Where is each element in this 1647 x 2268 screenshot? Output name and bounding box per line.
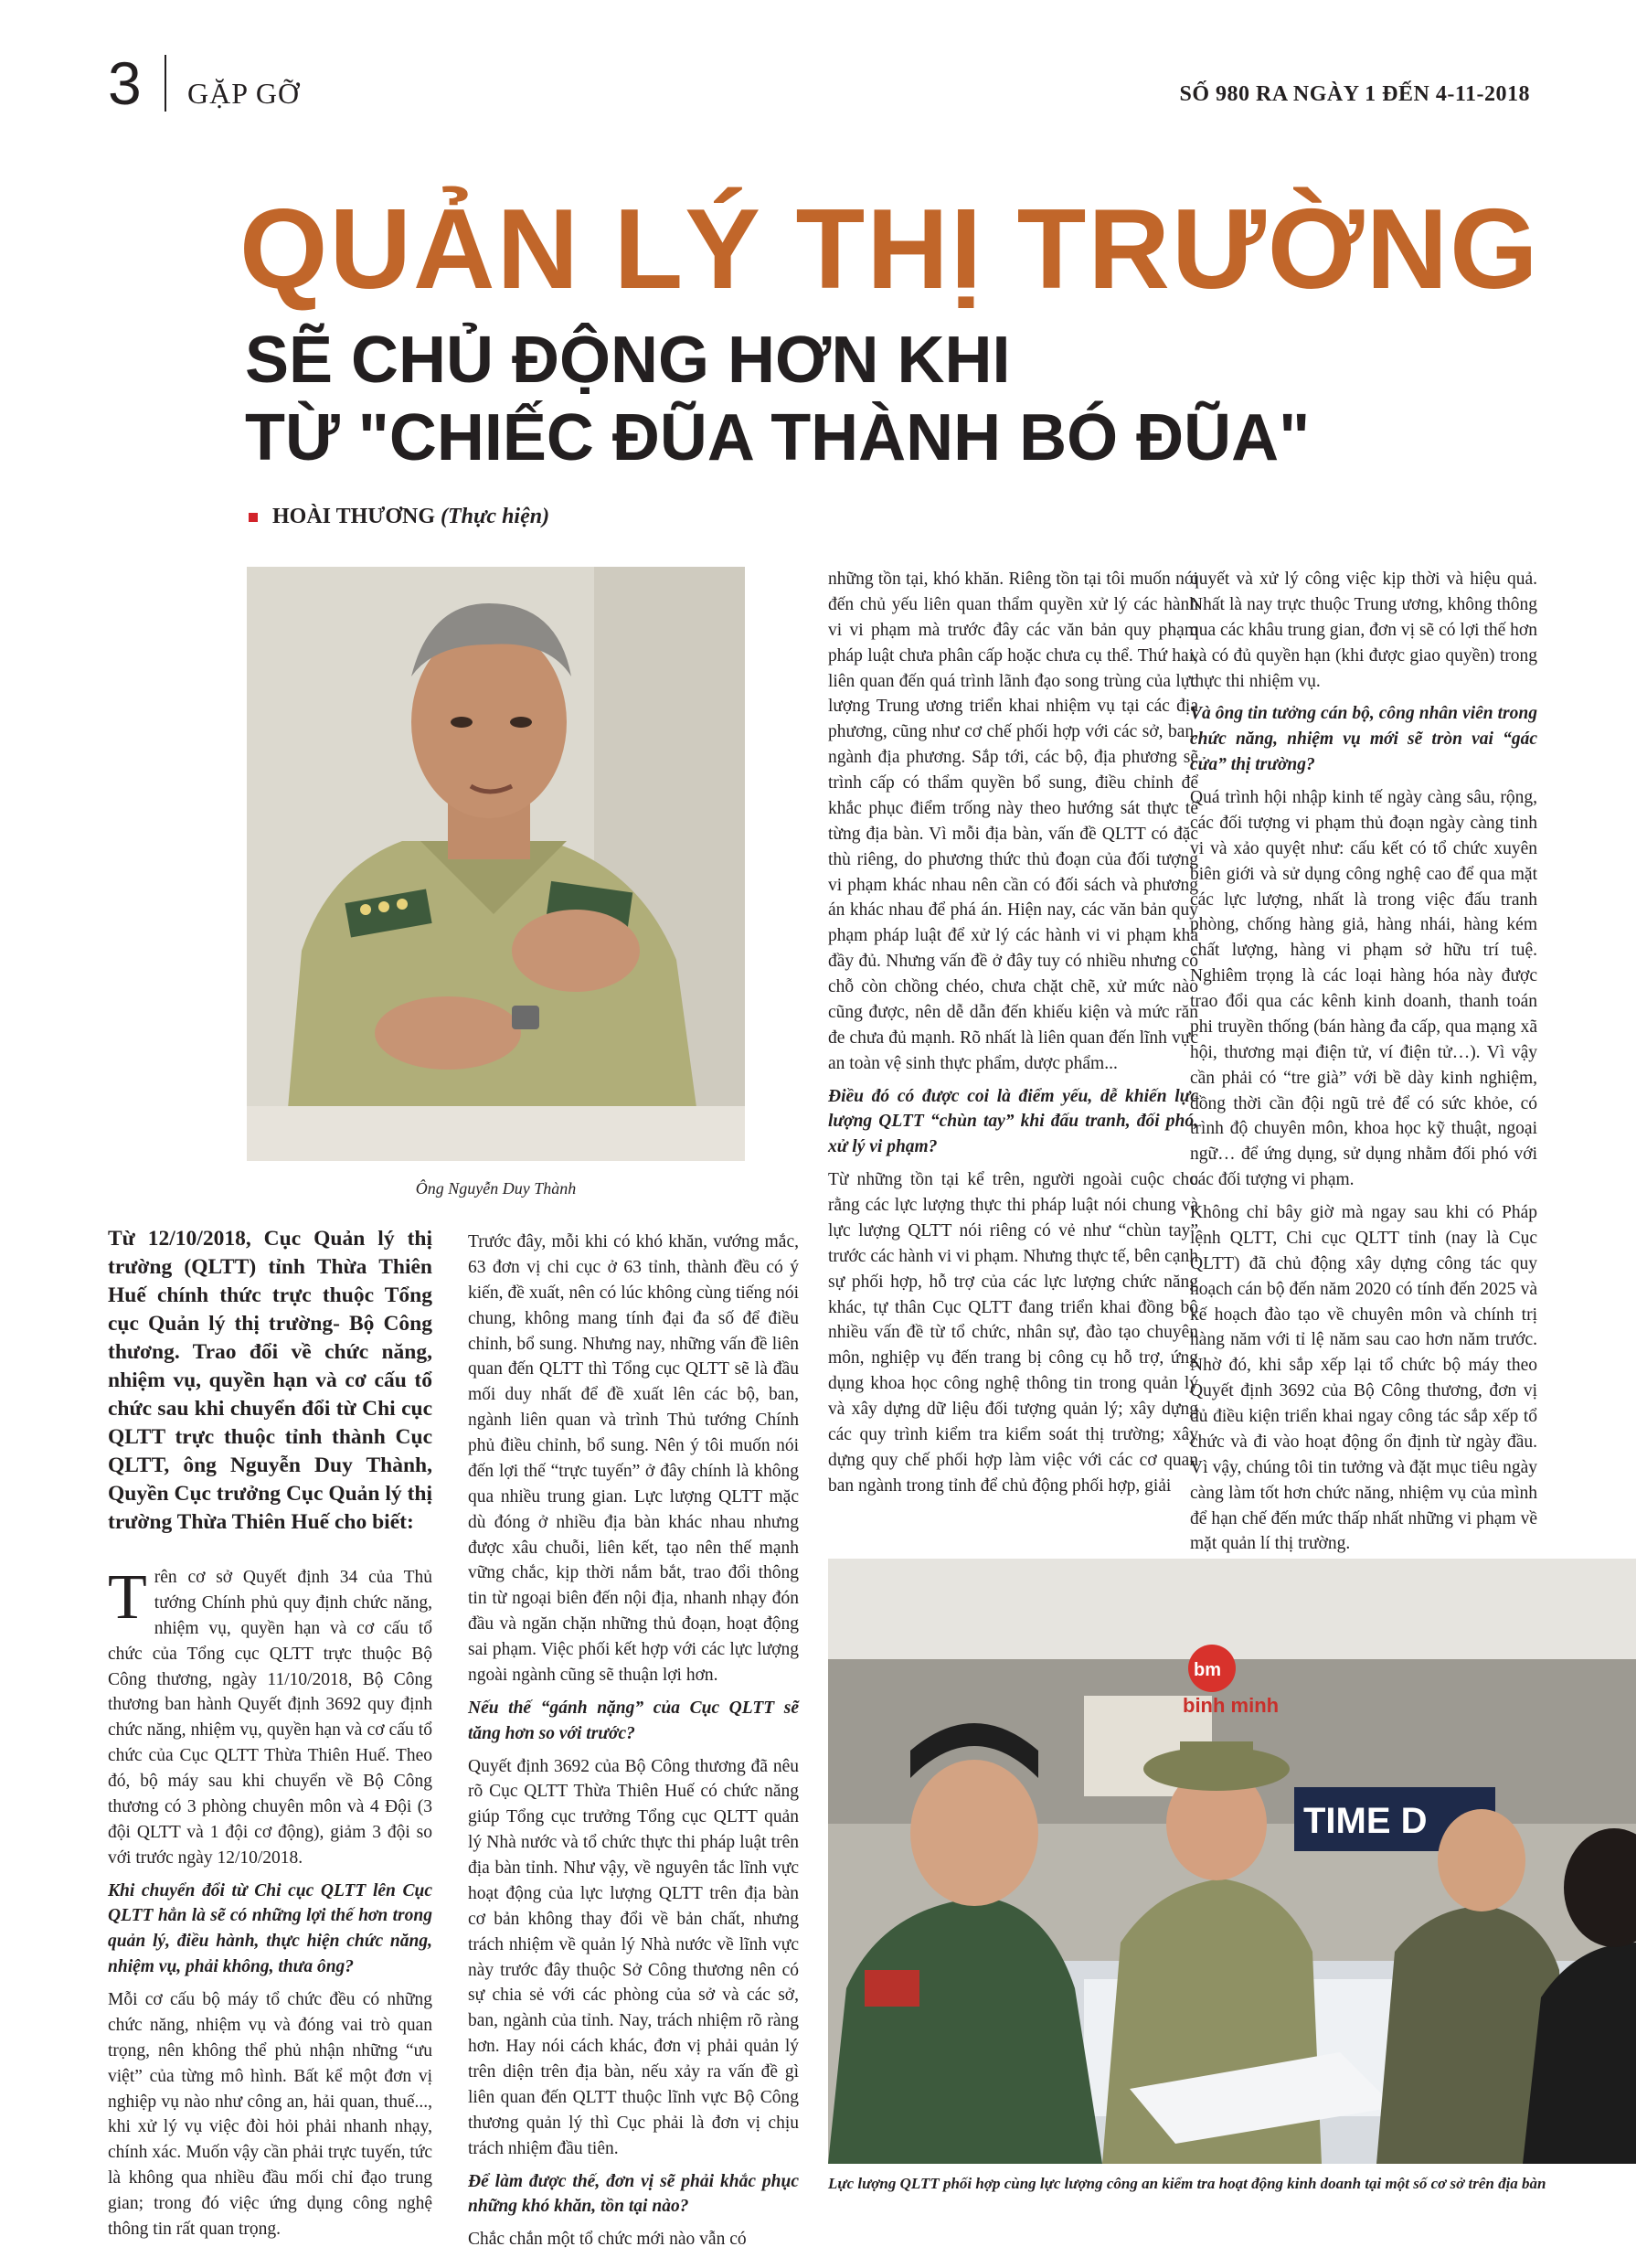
article-column-1 [108,1562,432,2250]
article-column-3 [828,567,1198,1507]
portrait-caption: Ông Nguyễn Duy Thành [415,1179,577,1198]
article-paragraph: quyết và xử lý công việc kịp thời và hiệu quả. Nhất là nay trực thuộc Trung ương, không thông qua các khâu trung gian, đơn vị sẽ có lợi thế hơn và có đủ quyền hạn (khi được giao quyền) trong thực thi nhiệm vụ. [1190,570,1537,691]
byline [249,505,549,529]
section-name: GẶP GỠ [187,77,301,110]
article-paragraph: Mỗi cơ cấu bộ máy tổ chức đều có những chức năng, nhiệm vụ và đóng vai trò quan trọng, nên không thể phủ nhận những “ưu việt” của từng mô hình. Bất kể một đơn vị nghiệp vụ nào như công an, hải quan, thuế..., khi xử lý vụ việc đòi hỏi phải nhanh nhạy, chính xác. Muốn vậy cần phải trực tuyến, tức là không qua nhiều đầu mối chỉ đạo trung gian; trong đó việc ứng dụng công nghệ thông tin rất quan trọng. [108,1990,432,2239]
article-paragraph: Trước đây, mỗi khi có khó khăn, vướng mắc, 63 đơn vị chi cục ở 63 tỉnh, thành đều có ý kiến, đề xuất, nên có lúc không cùng tiếng nói chung, không mang tính đại đa số để điều chỉnh, bổ sung. Nhưng nay, những vấn đề liên quan đến QLTT thì Tổng cục QLTT sẽ là đầu mối duy nhất để đề xuất lên các bộ, ban, ngành liên quan và trình Thủ tướng Chính phủ điều chỉnh, bổ sung. Nên ý tôi muốn nói đến lợi thế “trực tuyến” ở đây chính là không qua nhiều trung gian. Lực lượng QLTT mặc dù đóng ở nhiều địa bàn khác nhau nhưng được xâu chuỗi, liên kết, tạo nên thế mạnh vững chắc, kịp thời nắm bắt, trao đổi thông tin từ ngoại biên đến nội địa, nhanh nhạy đón đầu và ngăn chặn những thủ đoạn, hoạt động sai phạm. Việc phối kết hợp với các lực lượng ngoài ngành cũng sẽ thuận lợi hơn. [468,1232,799,1685]
page-number: 3 [108,49,142,117]
drop-cap: T [108,1562,147,1633]
article-column-2 [468,1230,799,2260]
interview-question: Khi chuyển đổi từ Chi cục QLTT lên Cục QLTT hẳn là sẽ có những lợi thế hơn trong quản lý, điều hành, thực hiện chức năng, nhiệm vụ, phải không, thưa ông? [108,1880,432,1977]
svg-text:bm: bm [1194,1660,1221,1680]
article-paragraph: Quyết định 3692 của Bộ Công thương đã nêu rõ Cục QLTT Thừa Thiên Huế có chức năng giúp Tổng cục trưởng Tổng cục QLTT quản lý Nhà nước và tổ chức thực thi pháp luật trên địa bàn tỉnh. Như vậy, về nguyên tắc lĩnh vực hoạt động của lực lượng QLTT trên địa bàn cơ bản không thay đổi về bản chất, nhưng trách nhiệm về quản lý Nhà nước về lĩnh vực này trước đây thuộc Sở Công thương nên có sự chia sẻ với các phòng của sở và các sở, ban, ngành của tỉnh. Nay, trách nhiệm rõ ràng hơn. Hay nói cách khác, đơn vị phải quản lý trên diện trên địa bàn, nếu xảy ra vấn đề gì liên quan đến QLTT thuộc lĩnh vực Bộ Công thương quản lý thì Cục phải là đơn vị chịu trách nhiệm đầu tiên. [468,1756,799,2158]
inspection-photo [828,1559,1636,2164]
interview-question: Để làm được thế, đơn vị sẽ phải khắc phục những khó khăn, tồn tại nào? [468,2171,799,2217]
store-sign-1: binh minh [1183,1694,1280,1717]
header-divider [165,55,166,112]
interview-question: Nếu thế “gánh nặng” của Cục QLTT sẽ tăng hơn so với trước? [468,1698,799,1743]
store-sign-2: TIME D [1303,1801,1428,1841]
portrait-illustration [247,567,745,1161]
article-paragraph: Từ những tồn tại kể trên, người ngoài cuộc cho rằng các lực lượng thực thi pháp luật nói chung và lực lượng QLTT nói riêng có vẻ như “chùn tay” trước các hành vi vi phạm. Nhưng thực tế, bên cạnh sự phối hợp, hỗ trợ của các lực lượng chức năng khác, tự thân Cục QLTT đang triển khai đồng bộ nhiều vấn đề từ tổ chức, nhân sự, đào tạo chuyên môn, nghiệp vụ đến trang bị công cụ hỗ trợ, ứng dụng khoa học công nghệ thông tin trong quản lý và xây dựng dữ liệu đối tượng quản lý; xây dựng các quy trình kiểm tra kiểm soát thị trường; xây dựng quy chế phối hợp làm việc với các cơ quan ban ngành trong tỉnh để chủ động phối hợp, giải [828,1170,1198,1496]
bullet-square-icon [249,513,258,522]
interview-question: Và ông tin tưởng cán bộ, công nhân viên trong chức năng, nhiệm vụ mới sẽ tròn vai “gác cửa” thị trường? [1190,704,1537,775]
issue-info: SỐ 980 RA NGÀY 1 ĐẾN 4-11-2018 [1179,82,1530,106]
subheadline [245,322,1310,477]
article-paragraph: Quá trình hội nhập kinh tế ngày càng sâu, rộng, các đối tượng vi phạm thủ đoạn ngày càng tinh vi và xảo quyệt như: cấu kết có tổ chức xuyên biên giới và sử dụng công nghệ cao để qua mặt các lực lượng, nhất là trong việc đấu tranh phòng, chống hàng giả, hàng nhái, hàng kém chất lượng, hàng vi phạm sở hữu trí tuệ. Nghiêm trọng là các loại hàng hóa này được trao đổi qua các kênh kinh doanh, thanh toán phi truyền thống (bán hàng đa cấp, qua mạng xã hội, thương mại điện tử, ví điện tử…). Vì vậy cần phải có “tre già” với bề dày kinh nghiệm, đồng thời cần đội ngũ trẻ để có sức khỏe, có trình độ chuyên môn, khoa học kỹ thuật, ngoại ngữ… để ứng dụng, sử dụng nhằm đối phó với các đối tượng vi phạm. [1190,788,1537,1190]
lead-paragraph: Từ 12/10/2018, Cục Quản lý thị trường (QLTT) tỉnh Thừa Thiên Huế chính thức trực thuộc Tổng cục Quản lý thị trường- Bộ Công thương. Trao đổi về chức năng, nhiệm vụ, quyền hạn và cơ cấu tổ chức sau khi chuyển đổi từ Chi cục QLTT trực thuộc tỉnh thành Cục QLTT, ông Nguyễn Duy Thành, Quyền Cục trưởng Cục Quản lý thị trường Thừa Thiên Huế cho biết: [108,1227,432,1535]
headline: QUẢN LÝ THỊ TRƯỜNG [239,186,1540,313]
article-paragraph: Chắc chắn một tổ chức mới nào vẫn có [468,2230,747,2250]
author-name: HOÀI THƯƠNG [272,505,436,528]
subheadline-line-2: TỪ "CHIẾC ĐŨA THÀNH BÓ ĐŨA" [245,400,1311,474]
inspection-caption: Lực lượng QLTT phối hợp cùng lực lượng công an kiểm tra hoạt động kinh doanh tại một số cơ sở trên địa bàn [828,2175,1546,2192]
portrait-photo [247,567,745,1161]
interview-question: Điều đó có được coi là điểm yếu, dễ khiến lực lượng QLTT “chùn tay” khi đấu tranh, đối phó, xử lý vi phạm? [828,1086,1198,1157]
inspection-illustration [828,1559,1636,2164]
author-role: (Thực hiện) [441,505,550,528]
article-paragraph: những tồn tại, khó khăn. Riêng tồn tại tôi muốn nói đến chủ yếu liên quan thẩm quyền xử lý các hành vi vi phạm mà trước đây các văn bản quy phạm pháp luật chưa phân cấp hoặc chưa cụ thể. Thứ hai, liên quan đến quá trình lãnh đạo song trùng của lực lượng Trung ương triển khai nhiệm vụ tại các địa phương, cũng như cơ chế phối hợp với các sở, ban, ngành địa phương. Sắp tới, các bộ, địa phương sẽ trình cấp có thẩm quyền bổ sung, điều chỉnh để khắc phục điểm trống này theo hướng sát thực tế từng địa bàn. Vì mỗi địa bàn, vấn đề QLTT có đặc thù riêng, do phương thức thủ đoạn của đối tượng vi phạm khác nhau nên cần có đối sách và phương án khác nhau để phá án. Hiện nay, các văn bản quy phạm pháp luật để xử lý các hành vi vi phạm khá đầy đủ. Nhưng vấn đề ở đây tuy có nhiều nhưng có chỗ còn chồng chéo, chưa chặt chẽ, xử mức nào cũng được, nên dễ dẫn đến khiếu kiện và mức răn đe chưa đủ mạnh. Rõ nhất là liên quan đến lĩnh vực an toàn vệ sinh thực phẩm, dược phẩm... [828,570,1198,1073]
article-column-4 [1190,567,1537,1597]
article-paragraph: Trên cơ sở Quyết định 34 của Thủ tướng Chính phủ quy định chức năng, nhiệm vụ, quyền hạn và cơ cấu tổ chức của Tổng cục QLTT trực thuộc Bộ Công thương, ngày 11/10/2018, Bộ Công thương ban hành Quyết định 3692 quy định chức năng, nhiệm vụ, quyền hạn và cơ cấu tổ chức của Cục QLTT Thừa Thiên Huế. Theo đó, bộ máy sau khi chuyển về Bộ Công thương có 3 phòng chuyên môn và 4 Đội (3 đội QLTT và 1 đội cơ động), giảm 3 đội so với trước ngày 12/10/2018. [108,1562,432,1868]
article-paragraph: Không chỉ bây giờ mà ngay sau khi có Pháp lệnh QLTT, Chi cục QLTT tỉnh (nay là Cục QLTT) đã chủ động xây dựng công tác quy hoạch cán bộ đến năm 2020 có tính đến 2025 và kế hoạch đào tạo về chuyên môn và chính trị hàng năm với tỉ lệ năm sau cao hơn năm trước. Nhờ đó, khi sắp xếp lại tổ chức bộ máy theo Quyết định 3692 của Bộ Công thương, đơn vị đủ điều kiện triển khai ngay công tác sắp xếp tổ chức và đi vào hoạt động ổn định từ ngày đầu. Vì vậy, chúng tôi tin tưởng và đặt mục tiêu ngày càng làm tốt hơn chức năng, nhiệm vụ của mình để hạn chế đến mức thấp nhất những vi phạm về mặt quản lí thị trường. [1190,1203,1537,1554]
subheadline-line-1: SẼ CHỦ ĐỘNG HƠN KHI [245,324,1011,397]
